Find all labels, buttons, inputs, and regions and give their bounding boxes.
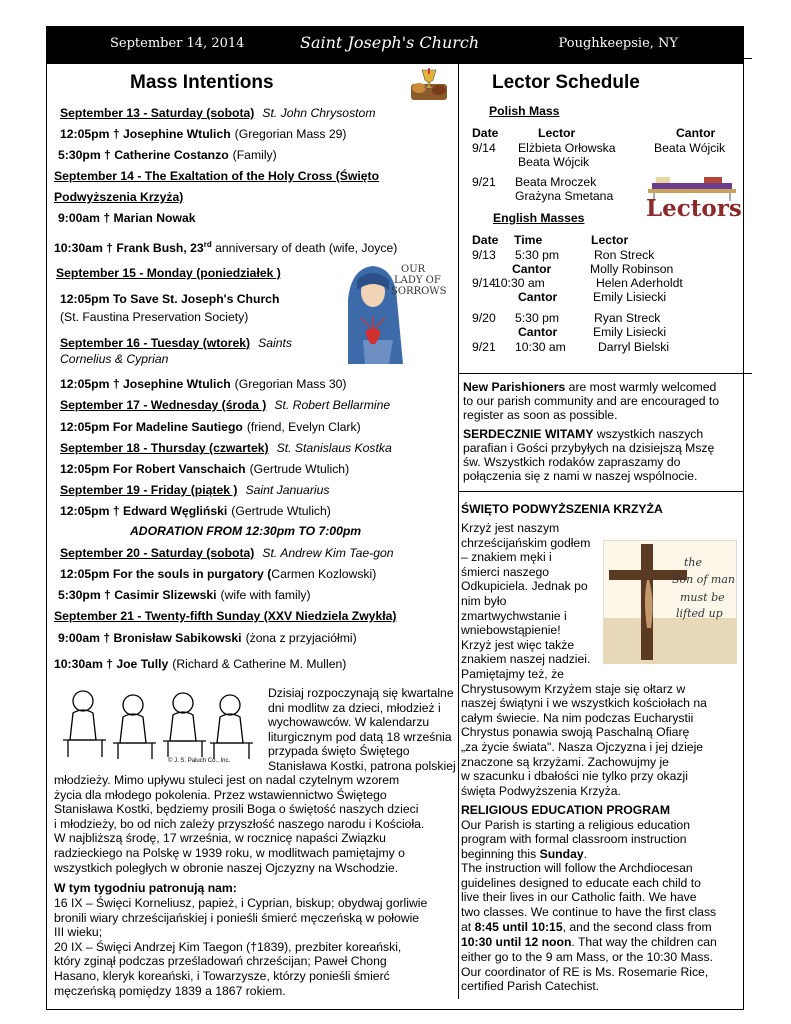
date-text: 9/13 <box>472 248 496 262</box>
krzyz-line <box>461 784 621 799</box>
relig-text: certified Parish Catechist. <box>461 979 600 994</box>
mass-date: September 19 - Friday (piątek ) <box>60 483 238 497</box>
patron-line <box>54 896 427 911</box>
mass-date: September 16 - Tuesday (wtorek) <box>60 336 251 350</box>
mass-line <box>60 420 361 435</box>
intro-text: dni modlitw za dzieci, młodzież i <box>268 700 441 715</box>
mass-intention: 12:05pm To Save St. Joseph's Church <box>60 292 280 306</box>
witamy-line <box>463 441 714 456</box>
relig-line <box>461 861 693 876</box>
cross-caption-line: must be <box>680 591 725 604</box>
krzyz-line <box>461 536 590 551</box>
intro-text: Stanisława Kostki, patrona polskiej <box>268 759 456 773</box>
relig-line <box>461 920 712 935</box>
relig-line <box>461 876 701 891</box>
mass-note: (żona z przyjaciółmi) <box>245 631 357 645</box>
mass-intention: 9:00am † Bronisław Sabikowski <box>58 631 242 645</box>
intro-text: Dzisiaj rozpoczynają się kwartalne <box>268 686 454 700</box>
patron-heading: W tym tygodniu patronują nam: <box>54 881 237 895</box>
mass-saint: Saint Januarius <box>245 483 330 497</box>
time-text: Cantor <box>518 325 558 339</box>
lectors-logo-text: Lectors <box>646 195 742 222</box>
time-text: 10:30 am <box>494 276 545 290</box>
relig-line <box>461 890 697 905</box>
mass-date: September 14 - The Exaltation of the Holy Cross (Święto <box>54 169 380 183</box>
mass-date: September 17 - Wednesday (środa ) <box>60 398 267 412</box>
english-lector <box>596 276 683 291</box>
krzyz-text: chrześcijańskim godłem <box>461 535 591 550</box>
mass-line <box>58 148 277 163</box>
mass-intention: 10:30am † Joe Tully <box>54 657 169 671</box>
time-text: 10:30 am <box>515 340 566 354</box>
mass-saint: Saints <box>258 336 292 350</box>
mass-intention: 10:30am † Frank Bush, 23 <box>54 241 204 256</box>
relig-title <box>461 803 670 818</box>
krzyz-text: Krzyż jest naszym <box>461 521 560 535</box>
newpar-bold: New Parishioners <box>463 380 566 394</box>
english-lector <box>594 311 660 326</box>
mass-note: (Gertrude Wtulich) <box>249 462 350 476</box>
intro-text: liturgicznym pod datą 18 września <box>268 729 452 744</box>
intro-line <box>268 759 456 774</box>
date-text: 9/21 <box>472 175 496 189</box>
krzyz-line <box>461 652 590 667</box>
newpar-text: to our parish community and are encouraged to <box>463 394 720 408</box>
relig-text: Our coordinator of RE is Ms. Rosemarie Rice, <box>461 964 709 979</box>
intro-line <box>54 831 386 846</box>
intro-line <box>54 846 405 861</box>
our-lady-l2: LADY OF <box>394 275 441 286</box>
mass-intention: 12:05pm † Edward Węgliński <box>60 504 228 518</box>
time-text: Cantor <box>512 262 552 276</box>
intro-line <box>54 773 399 788</box>
witamy-text: połączenia się z nami w naszej wspólnocie. <box>463 469 698 484</box>
intro-line <box>268 686 454 701</box>
english-lector <box>598 340 669 355</box>
mass-intention: 5:30pm † Catherine Costanzo <box>58 148 229 162</box>
newpar-line <box>463 408 617 423</box>
date-text: 9/21 <box>472 340 496 354</box>
polish-head: Polish Mass <box>489 104 560 118</box>
newpar-text: register as soon as possible. <box>463 408 618 422</box>
mass-title: Mass Intentions <box>130 72 274 93</box>
col-time <box>514 233 542 248</box>
chalice-icon <box>409 68 449 102</box>
mass-line <box>60 462 349 477</box>
patron-text: męczeńską pomiędzy 1839 a 1867 rokiem. <box>54 983 286 998</box>
polish-lector <box>515 189 613 204</box>
intro-text: wszystkich poległych w obronie naszej Ojczyzny na Wschodzie. <box>54 860 399 875</box>
mass-line <box>54 237 397 256</box>
mass-date: Podwyższenia Krzyża) <box>54 190 184 204</box>
krzyz-line <box>461 609 567 624</box>
intro-line <box>268 744 410 759</box>
relig-text: live their lives in our Catholic faith. We have <box>461 890 697 905</box>
patron-line <box>54 911 419 926</box>
mass-intention: 9:00am † Marian Nowak <box>58 211 196 225</box>
relig-text: . That way the children can <box>571 935 717 949</box>
english-lector <box>593 325 666 340</box>
intro-line <box>54 861 398 876</box>
section-divider <box>459 373 744 374</box>
cross-caption-line: Son of man <box>672 573 736 586</box>
relig-line <box>461 950 713 965</box>
mass-line <box>60 336 292 351</box>
krzyz-line <box>461 521 559 536</box>
krzyz-text: Chrystusowym Krzyżem staje się ołtarz w <box>461 681 686 696</box>
intro-line <box>268 701 441 716</box>
col-date-text: Date <box>472 126 499 140</box>
our-lady-l3: SORROWS <box>391 286 447 297</box>
relig-text: beginning this <box>461 847 540 861</box>
column-divider <box>458 64 459 999</box>
col-date-text: Date <box>472 233 499 247</box>
english-date <box>472 340 496 355</box>
mass-date: September 18 - Thursday (czwartek) <box>60 441 269 455</box>
mass-intention: 12:05pm For the souls in purgatory ( <box>60 567 272 581</box>
relig-text: . <box>583 847 588 861</box>
patron-line <box>54 984 286 999</box>
lector-text: Darryl Bielski <box>598 340 670 354</box>
adoration-note: ADORATION FROM 12:30pm TO 7:00pm <box>130 524 362 538</box>
english-time <box>512 262 551 277</box>
date-text: 9/14 <box>472 276 496 290</box>
mass-note: (wife with family) <box>220 588 311 602</box>
mass-saint: St. Stanislaus Kostka <box>276 441 392 455</box>
mass-line <box>60 106 376 121</box>
newpar-line <box>463 394 719 409</box>
mass-intention: 12:05pm For Madeline Sautiego <box>60 420 243 434</box>
witamy-text: św. Wszystkich rodaków zapraszamy do <box>463 455 681 470</box>
polish-cantor <box>654 141 725 156</box>
english-lector <box>590 262 673 277</box>
krzyz-text: nim było <box>461 594 507 608</box>
relig-text: either go to the 9 am Mass, or the 10:30 Mass. <box>461 950 714 964</box>
relig-line <box>461 818 690 833</box>
our-lady-l1: OUR <box>401 264 426 275</box>
krzyz-text: śmierci naszego <box>461 564 550 579</box>
lector-text: Helen Aderholdt <box>596 276 683 290</box>
lector-title: Lector Schedule <box>492 72 640 93</box>
col-lector <box>591 233 628 248</box>
krzyz-line <box>461 755 669 770</box>
patron-line <box>54 940 401 955</box>
patron-text: Hasano, kleryk koreański, i Towarzysze, którzy ponieśli śmierć <box>54 969 390 983</box>
cross-caption-line: lifted up <box>676 607 723 620</box>
patron-line <box>54 954 387 969</box>
witamy-text: parafian i Gości przybyłych na dzisiejszą Mszę <box>463 441 715 455</box>
krzyz-line <box>461 696 707 711</box>
english-head: English Masses <box>493 211 585 225</box>
mass-intention: 5:30pm † Casimir Slizewski <box>58 588 217 602</box>
mass-intention: 12:05pm For Robert Vanschaich <box>60 462 246 476</box>
mass-date: September 13 - Saturday (sobota) <box>60 106 255 120</box>
relig-text: , and the second class from <box>562 920 712 934</box>
krzyz-text: w szacunku i dbałości nie tylko przy okazji <box>461 769 688 784</box>
mass-intention: 12:05pm † Josephine Wtulich <box>60 377 231 391</box>
section-divider <box>459 491 744 492</box>
english-date <box>472 248 496 263</box>
mass-note: (Gertrude Wtulich) <box>231 504 331 518</box>
intro-line <box>54 788 387 803</box>
english-time <box>515 311 559 326</box>
lector-text: Beata Wójcik <box>518 155 590 169</box>
col-lector-text: Lector <box>591 233 629 247</box>
lector-text: Emily Lisiecki <box>593 290 667 304</box>
krzyz-line <box>461 725 689 740</box>
lector-text: Emily Lisiecki <box>593 325 667 339</box>
newpar-line <box>463 380 716 395</box>
krzyz-line <box>461 565 549 580</box>
lector-text: Ryan Streck <box>594 311 661 325</box>
cantor-text: Beata Wójcik <box>654 141 726 155</box>
krzyz-line <box>461 711 693 726</box>
english-time <box>515 340 566 355</box>
children-credit: © J. S. Paluch Co., Inc. <box>168 758 231 764</box>
mass-saint: St. Andrew Kim Tae-gon <box>262 546 394 560</box>
intro-line <box>54 817 424 832</box>
patron-line <box>54 969 390 984</box>
children-praying-image <box>58 685 258 765</box>
relig-text: at <box>461 920 475 934</box>
relig-line <box>461 905 716 920</box>
relig-text: two classes. We continue to have the first class <box>461 904 717 919</box>
header-city: Poughkeepsie, NY <box>558 36 678 51</box>
divider-tick <box>744 373 752 374</box>
krzyz-text: zmartwychwstanie i <box>461 608 567 623</box>
witamy-line <box>463 455 680 470</box>
english-lector <box>594 248 654 263</box>
mass-note: (St. Faustina Preservation Society) <box>60 310 249 324</box>
intro-line <box>268 730 452 745</box>
cross-caption-line: the <box>684 556 703 569</box>
header-church: Saint Joseph's Church <box>300 33 480 52</box>
relig-text: guidelines designed to educate each child to <box>461 875 701 890</box>
col-date <box>472 126 498 141</box>
mass-note: (Family) <box>232 148 277 162</box>
krzyz-line <box>461 623 561 638</box>
relig-heading: RELIGIOUS EDUCATION PROGRAM <box>461 803 670 817</box>
col-lector <box>538 126 575 141</box>
mass-note: (Gregorian Mass 29) <box>234 127 347 141</box>
mass-line <box>54 190 183 205</box>
polish-lector <box>518 155 589 170</box>
krzyz-line <box>461 667 564 682</box>
lector-text: Elżbieta Orłowska <box>518 141 616 155</box>
intro-line <box>268 715 429 730</box>
date-text: 9/20 <box>472 311 496 325</box>
lector-text: Grażyna Smetana <box>515 189 614 203</box>
time-text: 5:30 pm <box>515 311 560 325</box>
english-date <box>472 311 496 326</box>
polish-lector <box>515 175 596 190</box>
divider-tick <box>744 58 752 59</box>
col-cantor-text: Cantor <box>676 126 716 140</box>
polish-mass-heading <box>489 104 559 119</box>
mass-superscript: rd <box>203 240 212 249</box>
patron-text: który zginął podczas prześladowań chrześcijan; Paweł Chong <box>54 954 387 969</box>
patron-text: III wieku; <box>54 925 103 940</box>
witamy-bold: SERDECZNIE WITAMY <box>463 427 594 441</box>
mass-date: September 21 - Twenty-fifth Sunday (XXV Niedziela Zwykła) <box>54 609 397 623</box>
col-lector-text: Lector <box>538 126 576 140</box>
intro-text: radzieckiego na Polskę w 1939 roku, w modlitwach pamiętajmy o <box>54 846 405 860</box>
mass-line <box>60 127 346 142</box>
witamy-line <box>463 469 697 484</box>
lector-text: Ron Streck <box>594 248 655 262</box>
intro-text: Stanisława Kostki, będziemy prosili Boga o świętość naszych dzieci <box>54 802 419 817</box>
polish-date <box>472 141 496 156</box>
mass-line <box>60 292 279 307</box>
intro-text: wychowawców. W kalendarzu <box>268 715 430 730</box>
mass-line <box>54 609 396 624</box>
mass-saint: Cornelius & Cyprian <box>60 352 169 366</box>
mass-line <box>58 211 196 226</box>
patron-text: 16 IX – Święci Korneliusz, papież, i Cyprian, biskup; obydwaj gorliwie <box>54 896 428 910</box>
mass-date: September 15 - Monday (poniedziałek ) <box>56 266 281 280</box>
relig-line <box>461 979 599 994</box>
mass-line <box>60 377 346 392</box>
relig-line <box>461 847 587 862</box>
mass-line <box>54 169 379 184</box>
mass-line <box>130 524 361 539</box>
mass-line <box>60 483 329 498</box>
krzyz-text: Odkupiciela. Jednak po <box>461 579 588 594</box>
krzyz-line <box>461 682 685 697</box>
mass-line <box>58 631 357 646</box>
polish-date <box>472 175 496 190</box>
krzyz-text: Pamiętajmy też, że <box>461 667 564 681</box>
mass-note: (friend, Evelyn Clark) <box>246 420 361 434</box>
mass-line <box>60 567 376 582</box>
intro-text: życia dla młodego pokolenia. Przez wstawiennictwo Świętego <box>54 787 387 802</box>
mass-note: anniversary of death (wife, Joyce) <box>211 241 398 256</box>
time-text: 5:30 pm <box>515 248 560 262</box>
mass-note: (Richard & Catherine M. Mullen) <box>172 657 347 671</box>
mass-saint: St. Robert Bellarmine <box>274 398 391 412</box>
patron-line <box>54 925 102 940</box>
krzyz-heading: ŚWIĘTO PODWYŻSZENIA KRZYŻA <box>461 502 663 516</box>
relig-text: Our Parish is starting a religious education <box>461 818 690 832</box>
lector-text: Beata Mroczek <box>515 175 597 189</box>
relig-bold: 10:30 until 12 noon <box>461 935 572 949</box>
krzyz-line <box>461 579 588 594</box>
mass-line <box>54 657 346 672</box>
patron-text: bronili wiary chrześcijańskiej i ponieśli śmierć męczeńską w połowie <box>54 910 420 925</box>
mass-note: Carmen Kozlowski) <box>271 567 377 581</box>
mass-date: September 20 - Saturday (sobota) <box>60 546 255 560</box>
english-time <box>515 248 559 263</box>
mass-line <box>60 441 392 456</box>
patron-text: 20 IX – Święci Andrzej Kim Taegon (†1839), prezbiter koreański, <box>54 939 402 954</box>
english-time <box>518 325 557 340</box>
krzyz-text: wniebowstąpienie! <box>461 623 561 638</box>
relig-bold: Sunday <box>539 847 584 861</box>
krzyz-line <box>461 769 688 784</box>
col-time-text: Time <box>514 233 543 247</box>
krzyz-text: „za życie świata". Nasza Ojczyzna i jej dzieje <box>461 740 704 754</box>
intro-text: przypada święto Świętego <box>268 744 410 759</box>
english-time <box>494 276 545 291</box>
lector-text: Molly Robinson <box>590 262 674 276</box>
english-masses-heading <box>493 211 584 226</box>
col-cantor <box>676 126 715 141</box>
krzyz-text: Krzyż jest więc także <box>461 637 575 652</box>
polish-lector <box>518 141 616 156</box>
newpar-text: are most warmly welcomed <box>565 380 717 394</box>
mass-note: (Gregorian Mass 30) <box>234 377 347 391</box>
krzyz-text: całym świecie. Na nim podczas Eucharystii <box>461 710 694 725</box>
mass-line <box>58 588 311 603</box>
krzyz-line <box>461 594 506 609</box>
english-date <box>472 276 496 291</box>
english-lector <box>593 290 666 305</box>
intro-text: młodzieży. Mimo upływu stuleci jest on nadal czytelnym wzorem <box>54 773 400 787</box>
krzyz-line <box>461 638 574 653</box>
krzyz-text: – znakiem męki i <box>461 550 552 565</box>
intro-line <box>54 802 418 817</box>
mass-saint: St. John Chrysostom <box>262 106 376 120</box>
krzyz-text: święta Podwyższenia Krzyża. <box>461 783 621 798</box>
time-text: Cantor <box>518 290 558 304</box>
mass-line <box>60 310 248 325</box>
relig-bold: 8:45 until 10:15 <box>474 920 563 934</box>
witamy-line <box>463 427 703 442</box>
intro-text: W najbliższą środę, 17 września, w rocznicę napaści Związku <box>54 831 386 846</box>
krzyz-text: znaczone są krzyżami. Zachowujmy je <box>461 754 669 769</box>
relig-line <box>461 935 717 950</box>
header-date: September 14, 2014 <box>110 36 245 51</box>
krzyz-line <box>461 740 703 755</box>
witamy-text: wszystkich naszych <box>593 427 704 441</box>
krzyz-text: Chrystus ponawia swoją Paschalną Ofiarę <box>461 725 690 740</box>
english-time <box>518 290 557 305</box>
intro-text: i młodzieży, bo od nich zależy przyszłość naszego narodu i Kościoła. <box>54 816 425 831</box>
krzyz-text: naszej świątyni i we wszystkich kościołach na <box>461 696 707 711</box>
patron-title <box>54 881 237 896</box>
mass-line <box>60 352 168 367</box>
krzyz-title <box>461 502 663 517</box>
krzyz-line <box>461 550 552 565</box>
krzyz-text: znakiem naszej nadziei. <box>461 652 591 667</box>
date-text: 9/14 <box>472 141 496 155</box>
col-date <box>472 233 498 248</box>
relig-line <box>461 832 687 847</box>
header-bar <box>46 26 744 64</box>
mass-line <box>60 546 394 561</box>
mass-line <box>60 398 390 413</box>
relig-line <box>461 965 708 980</box>
relig-text: program with formal classroom instruction <box>461 832 687 846</box>
mass-line <box>60 504 331 519</box>
relig-text: The instruction will follow the Archdiocesan <box>461 861 693 875</box>
mass-intention: 12:05pm † Josephine Wtulich <box>60 127 231 141</box>
mass-line <box>56 266 281 281</box>
